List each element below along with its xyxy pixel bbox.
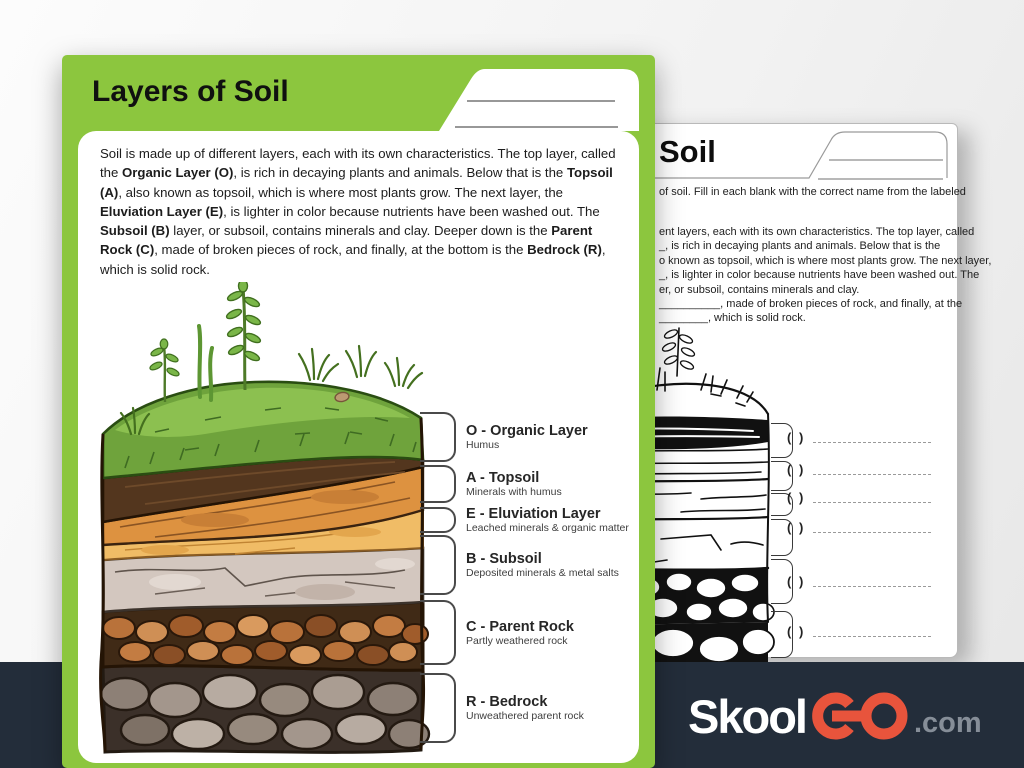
back-body-line: er, or subsoil, contains minerals and clay. xyxy=(659,283,860,296)
paragraph-text: , is rich in decaying plants and animals. Below that is the xyxy=(233,165,567,181)
answer-blank-line xyxy=(813,442,931,443)
layer-bracket xyxy=(420,465,456,503)
paragraph-text: Soil is made up of different layers, each with its own characteristics. The top layer, called the xyxy=(100,146,616,181)
layer-term: Eluviation Layer (E) xyxy=(100,203,224,219)
answer-blank-line xyxy=(813,586,931,587)
layer-label-desc: Deposited minerals & metal salts xyxy=(466,567,619,579)
paragraph-text: , is lighter in color because nutrients have been washed out. The xyxy=(223,203,600,219)
answer-code-parens: ( ) xyxy=(787,574,806,589)
paragraph-text: , made of broken pieces of rock, and finally, at the bottom is the xyxy=(154,242,528,258)
layer-label xyxy=(466,506,629,535)
back-body-line: o known as topsoil, which is where most plants grow. The next layer, xyxy=(659,254,992,267)
layer-term: Organic Layer (O) xyxy=(122,165,234,181)
layer-label-name: B - Subsoil xyxy=(466,551,542,567)
layer-term: Parent Rock (C) xyxy=(100,223,593,258)
answer-blank-row xyxy=(787,462,931,477)
answer-code-parens: ( ) xyxy=(787,520,806,535)
answer-blank-line xyxy=(813,502,931,503)
layer-label-name: C - Parent Rock xyxy=(466,618,574,635)
skoolgo-logo xyxy=(688,688,982,744)
layer-label-desc: Minerals with humus xyxy=(466,486,562,498)
back-body-line: _, is rich in decaying plants and animals. Below that is the xyxy=(659,240,941,253)
back-body-line: __________, made of broken pieces of rock, and finally, at the xyxy=(659,298,963,310)
layer-label-desc: Humus xyxy=(466,439,500,451)
answer-blank-row xyxy=(787,624,931,639)
layer-term: Subsoil (B) xyxy=(100,223,170,239)
soil-illustration-color xyxy=(95,282,445,757)
logo-go-icon xyxy=(808,688,912,744)
layer-label-name: R - Bedrock xyxy=(466,694,548,710)
layer-bracket xyxy=(420,507,456,533)
intro-paragraph xyxy=(100,144,620,279)
paragraph-text: , also known as topsoil, which is where most plants grow. The next layer, the xyxy=(118,184,564,200)
front-name-tab-shape xyxy=(439,69,639,131)
answer-blank-row xyxy=(787,430,931,445)
layer-label-desc: Leached minerals & organic matter xyxy=(466,522,629,534)
answer-blank-row xyxy=(787,574,931,589)
back-body-line: _, is lighter in color because nutrients have been washed out. The xyxy=(659,269,980,282)
layer-label xyxy=(466,470,562,499)
back-instructions: of soil. Fill in each blank with the correct name from the labeled xyxy=(659,186,966,198)
back-page-title: Soil xyxy=(659,134,716,169)
answer-code-parens: ( ) xyxy=(787,490,806,505)
logo-tld-text: .com xyxy=(913,706,982,739)
layer-bracket xyxy=(420,412,456,462)
layer-label xyxy=(466,551,619,580)
layer-label-name: E - Eluviation Layer xyxy=(466,506,601,522)
layer-label-desc: Unweathered parent rock xyxy=(466,710,584,722)
front-name-tab xyxy=(437,67,642,131)
layer-bracket xyxy=(420,600,456,665)
answer-code-parens: ( ) xyxy=(787,430,806,445)
layer-label xyxy=(466,619,574,648)
bw-plant-stem xyxy=(677,328,679,376)
paragraph-text: , which is solid rock. xyxy=(100,242,606,277)
answer-blank-line xyxy=(813,474,931,475)
back-body-line: ent layers, each with its own characteristics. The top layer, called xyxy=(659,226,975,238)
layer-term: Bedrock (R) xyxy=(527,242,602,258)
layer-label xyxy=(466,694,584,723)
answer-blank-row xyxy=(787,490,931,505)
front-worksheet-page xyxy=(62,55,655,768)
layer-label-name: O - Organic Layer xyxy=(466,423,588,439)
layer-label xyxy=(466,423,588,452)
layer-term: Topsoil (A) xyxy=(100,165,613,200)
answer-code-parens: ( ) xyxy=(787,624,806,639)
answer-blank-line xyxy=(813,636,931,637)
answer-blank-line xyxy=(813,532,931,533)
paragraph-text: layer, or subsoil, contains minerals and clay. Deeper down is the xyxy=(169,223,552,239)
layer-bracket xyxy=(420,673,456,743)
layer-bracket xyxy=(420,535,456,595)
answer-blank-row xyxy=(787,520,931,535)
layer-label-name: A - Topsoil xyxy=(466,470,540,486)
layer-label-desc: Partly weathered rock xyxy=(466,634,568,647)
answer-code-parens: ( ) xyxy=(787,462,806,477)
worksheet-title: Layers of Soil xyxy=(92,75,289,108)
back-body-line: ________, which is solid rock. xyxy=(659,312,806,325)
logo-skool-text: Skool xyxy=(688,689,806,743)
